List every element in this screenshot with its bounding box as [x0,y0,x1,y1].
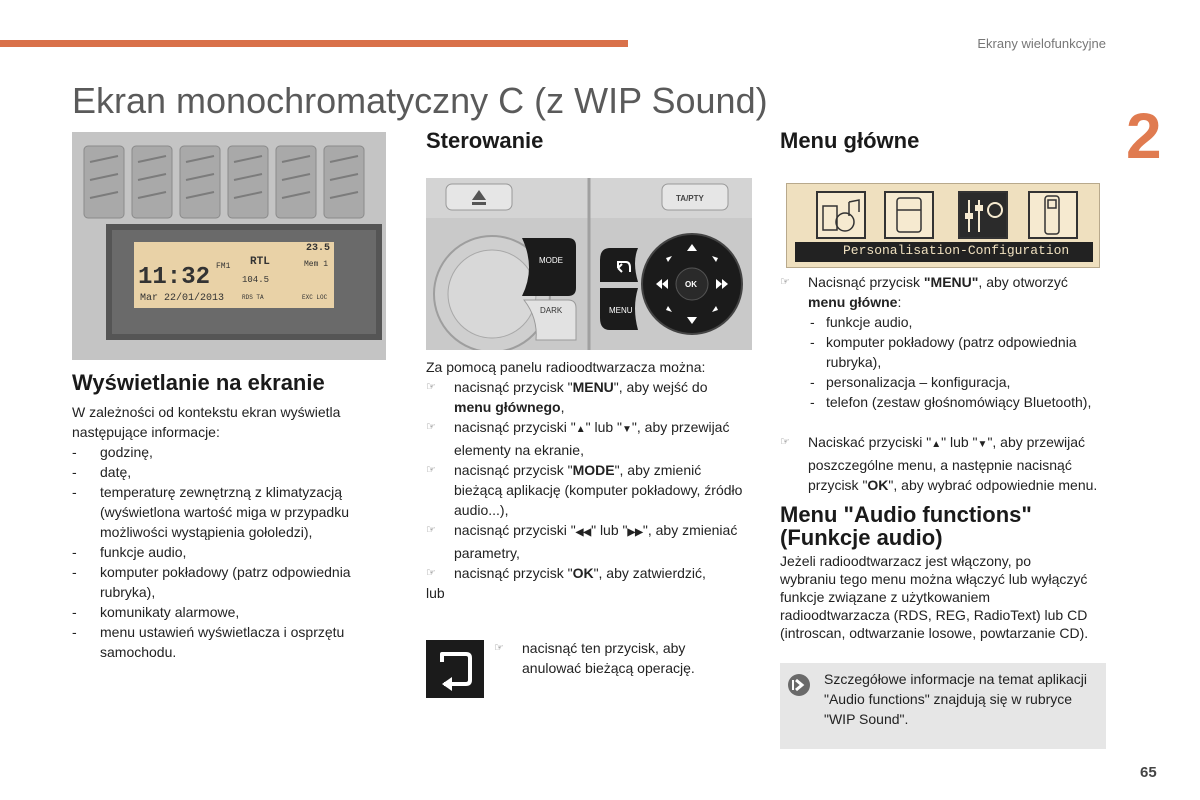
back-button-icon [426,640,484,698]
controls-intro: Za pomocą panelu radioodtwarzacza można: [426,359,706,375]
pointer-icon: ☞ [780,436,790,448]
controls-list-item [426,520,746,563]
controls-item-post: ", aby zatwierdzić, [593,565,706,581]
controls-item-post: ", aby przewijać elementy na ekranie, [454,419,730,458]
display-station: RTL [250,256,270,268]
pointer-icon: ☞ [780,276,790,288]
section-label: Ekrany wielofunkcyjne [977,36,1106,51]
controls-list-item [426,563,746,583]
controls-item-pre: nacisnąć przycisk " [454,379,573,395]
controls-list-item [426,417,746,460]
display-band: FM1 [216,262,231,271]
display-list-item: - komputer pokładowy (patrz odpowiednia rubryka), [72,562,382,602]
header-accent-bar [0,40,628,47]
controls-item-mid: " lub " [591,522,628,538]
menu-press-text: Nacisnąć przycisk [808,274,924,290]
audio-heading-1: Menu "Audio functions" [780,502,1032,527]
controls-item-pre: nacisnąć przycisk " [454,462,573,478]
controls-heading: Sterowanie [426,128,544,153]
back-instruction: nacisnąć ten przycisk, aby anulować bieżącą operację. [522,640,695,676]
main-menu-item: - komputer pokładowy (patrz odpowiednia rubryka), [808,332,1106,372]
audio-heading-2: (Funkcje audio) [780,525,943,550]
controls-item-pre: nacisnąć przycisk " [454,565,573,581]
audio-text: Jeżeli radioodtwarzacz jest włączony, po wybraniu tego menu można włączyć lub wyłączyć funkcje związane z użytkowaniem radioodtwarzacza (RDS, REG, RadioText) lub CD (introscan, odtwarzanie losowe, powtarzanie CD). [780,553,1089,641]
display-list-item: - menu ustawień wyświetlacza i osprzętu samochodu. [72,622,382,662]
main-menu-screen [786,183,1100,268]
controls-list-item [426,377,746,417]
page-title: Ekran monochromatyczny C (z WIP Sound) [72,80,768,121]
main-menu-heading: Menu główne [780,128,920,153]
chapter-number: 2 [1126,100,1162,172]
controls-list-item [426,460,746,520]
mode-button: MODE [539,256,563,265]
pointer-icon: ☞ [426,464,436,476]
pointer-icon: ☞ [426,381,436,393]
radio-panel-photo [426,178,752,350]
display-intro: W zależności od kontekstu ekran wyświetla następujące informacje: [72,404,341,440]
dashboard-display-photo [72,132,386,360]
display-eq: EXC LOC [302,294,328,301]
info-box [780,663,1106,749]
pointer-icon: ☞ [426,421,436,433]
page-number: 65 [1140,764,1157,781]
menu-main-bold: menu główne [808,294,898,310]
controls-item-key: ▲ [575,424,586,435]
menu-press-post: , aby otworzyć [978,274,1068,290]
controls-item-bold2: menu głównego [454,399,561,415]
info-icon [788,674,810,696]
controls-item-post: ", aby wejść do [613,379,708,395]
pointer-icon: ☞ [494,642,504,654]
menu-press-end: : [897,294,902,310]
controls-item-pre: nacisnąć przyciski " [454,522,576,538]
scroll-end: ", aby wybrać odpowiednie menu. [888,477,1098,493]
menu-button: MENU [609,306,633,315]
scroll-mid: " lub " [941,434,978,450]
display-frequency: 104.5 [242,275,270,285]
display-rds: RDS TA [242,294,264,301]
display-temperature: 23.5 [306,243,331,254]
ok-button: OK [685,280,697,289]
controls-item-mid: " lub " [585,419,622,435]
down-key: ▼ [977,439,988,450]
ok-key: OK [867,477,889,493]
controls-item-key: MENU [572,379,614,395]
display-list-item: - godzinę, [72,442,382,462]
display-list-item: - funkcje audio, [72,542,382,562]
display-preset: Mem 1 [304,260,329,269]
main-menu-item: - personalizacja – konfiguracja, [808,372,1106,392]
main-menu-item: - telefon (zestaw głośnomówiący Bluetooth), [808,392,1106,412]
main-menu-item: - funkcje audio, [808,312,1106,332]
controls-item-post: ", aby zmienić bieżącą aplikację (komputer pokładowy, źródło audio...), [454,462,743,518]
controls-item-key: MODE [572,462,615,478]
pointer-icon: ☞ [426,524,436,536]
menu-screen-label: Personalisation-Configuration [843,243,1070,258]
controls-item-post2: , [560,399,565,415]
controls-item-pre: nacisnąć przyciski " [454,419,576,435]
ta-pty-button: TA/PTY [676,194,704,203]
scroll-post: ", aby przewijać poszczególne menu, a następnie nacisnąć przycisk " [808,434,1085,493]
display-list-item: - temperaturę zewnętrzną z klimatyzacją (wyświetlona wartość miga w przypadku możliwości wystąpienia gołoledzi), [72,482,382,542]
controls-item-key: ◀◀ [575,527,592,538]
up-key: ▲ [931,439,942,450]
display-time: 11:32 [138,264,211,291]
controls-item-post: ", aby zmieniać parametry, [454,522,738,561]
display-list-item: - komunikaty alarmowe, [72,602,382,622]
controls-or: lub [426,585,445,601]
controls-item-key2: ▶▶ [627,527,643,538]
controls-item-key2: ▼ [622,424,632,435]
pointer-icon: ☞ [426,567,436,579]
scroll-pre: Naciskać przyciski " [808,434,932,450]
display-date: Mar 22/01/2013 [140,293,225,304]
info-text: Szczegółowe informacje na temat aplikacji "Audio functions" znajdują się w rubryce "WIP Sound". [824,671,1088,727]
dark-button: DARK [540,306,563,315]
display-heading: Wyświetlanie na ekranie [72,370,325,395]
controls-item-key: OK [572,565,594,581]
display-list-item: - datę, [72,462,382,482]
menu-key: "MENU" [923,274,979,290]
